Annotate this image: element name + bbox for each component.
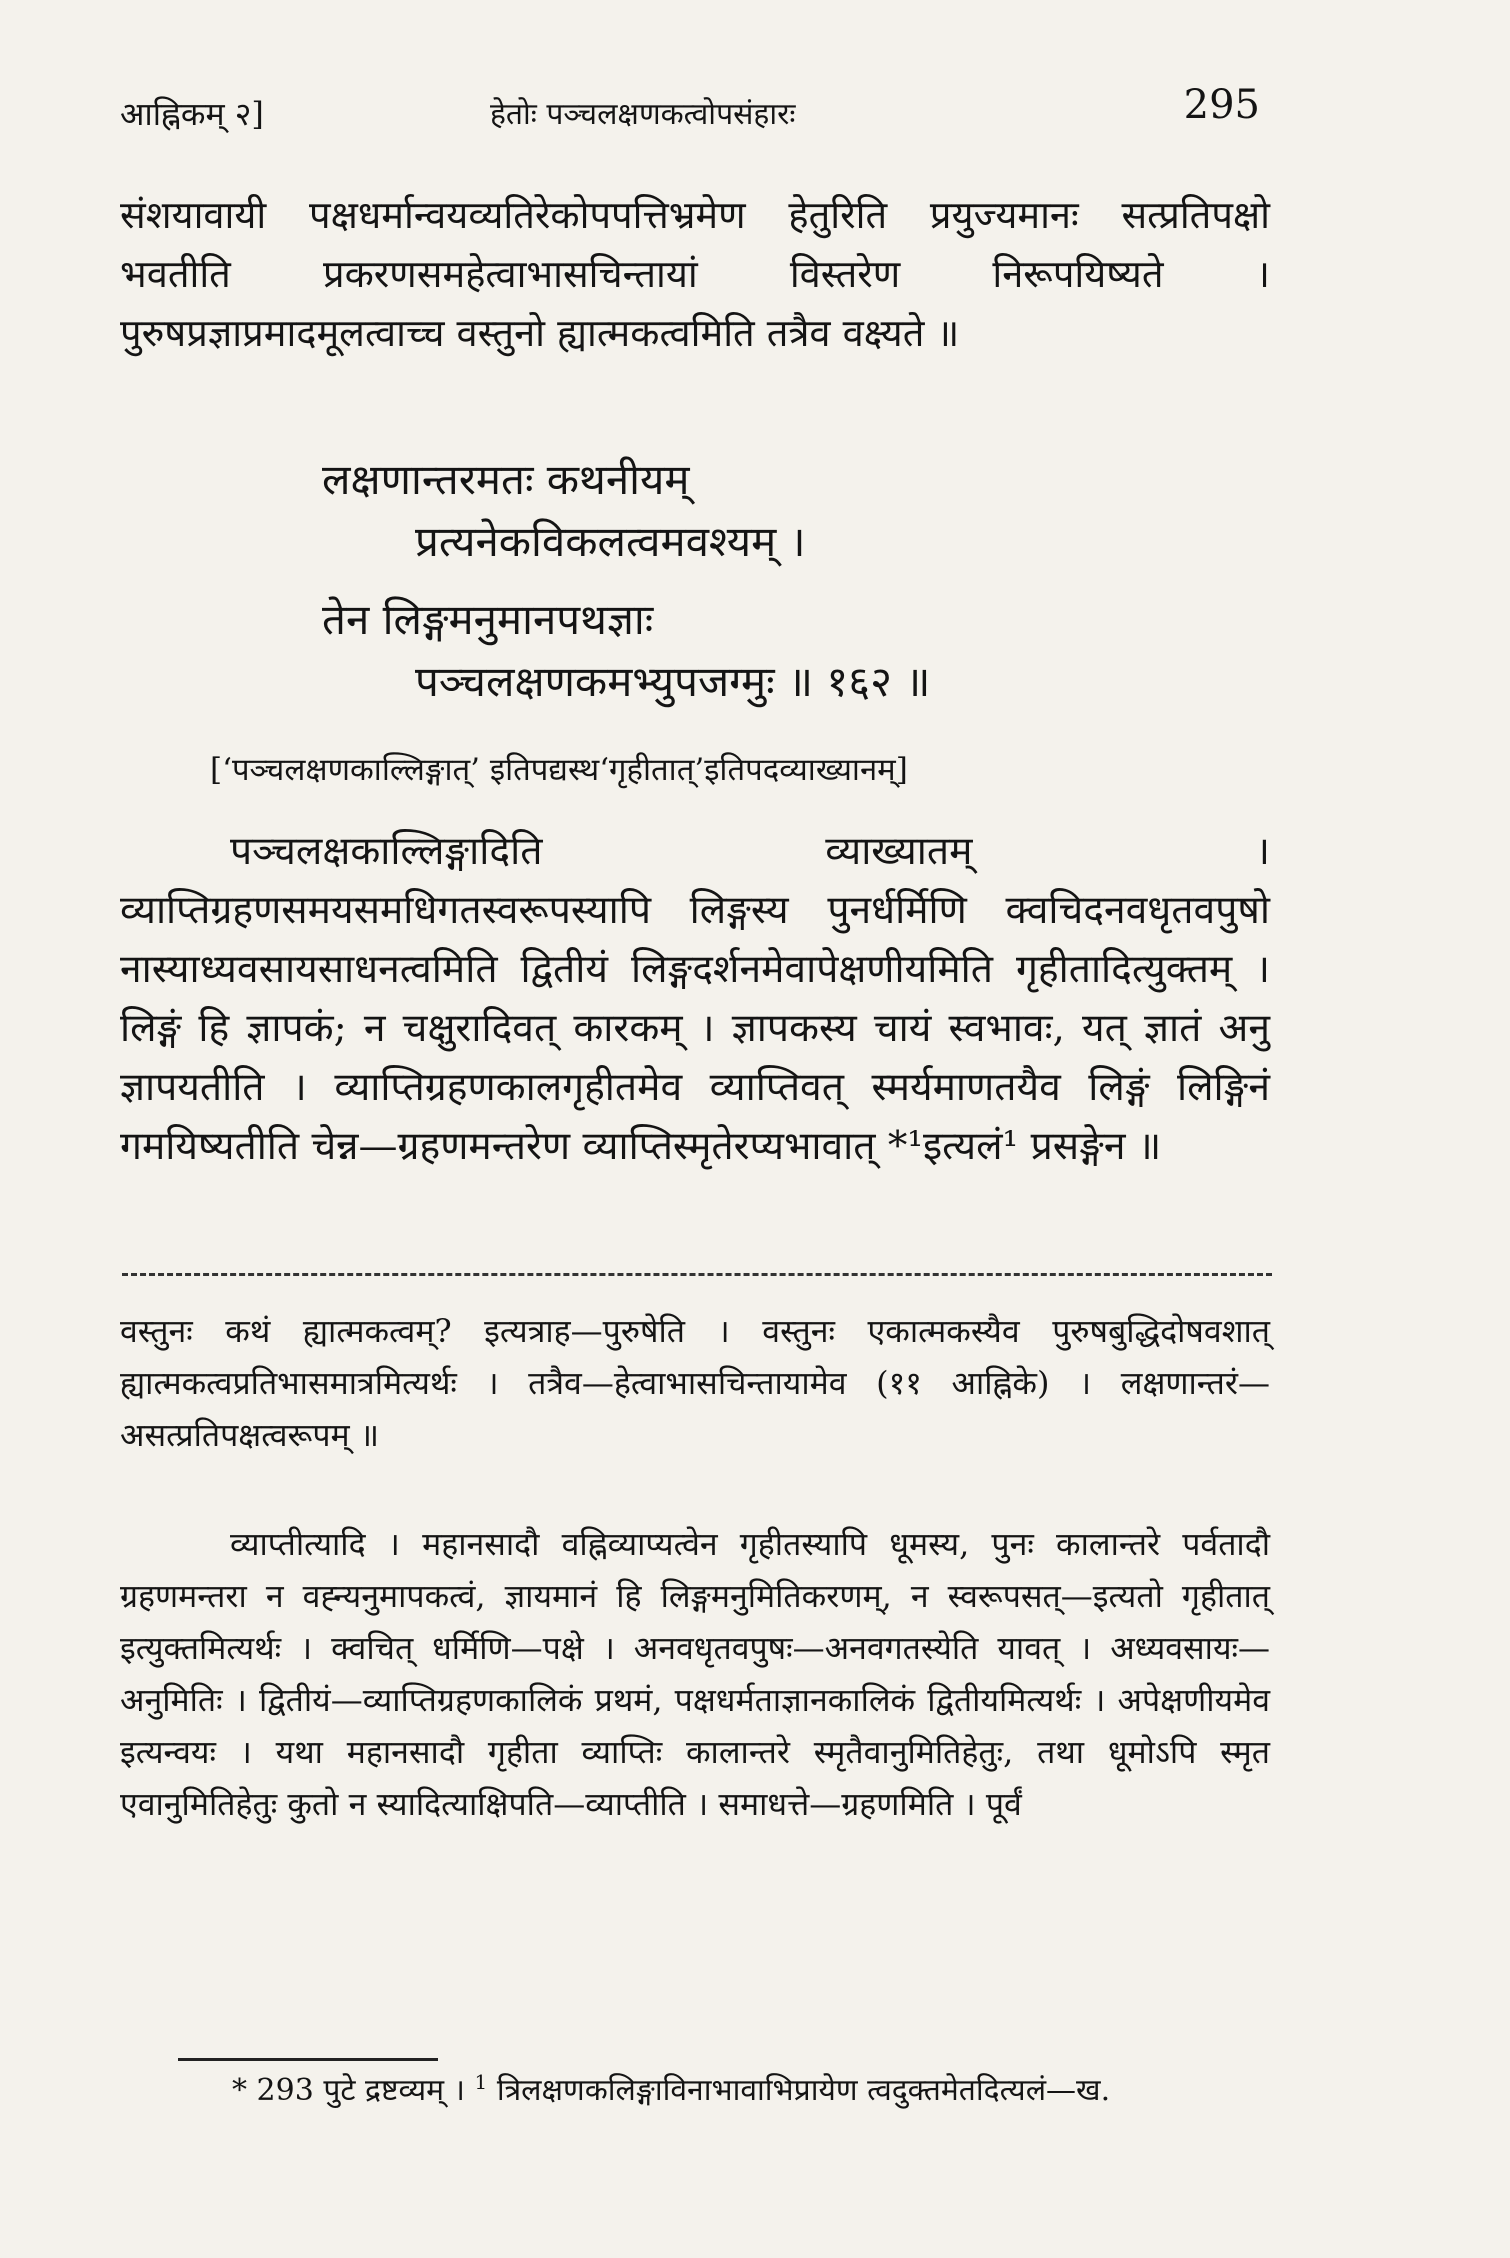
verse-line-2: प्रत्यनेकविकलत्वमवश्यम् । [415,517,806,566]
bracketed-section-heading: [‘पञ्चलक्षणकाल्लिङ्गात्’ इतिपद्यस्थ‘गृहीतात्’इतिपदव्याख्यानम्] [210,752,908,788]
main-paragraph-1: संशयावायी पक्षधर्मान्वयव्यतिरेकोपपत्तिभ्रमेण हेतुरिति प्रयुज्यमानः सत्प्रतिपक्षो भवतीति प्रकरणसमहेत्वाभासचिन्तायां विस्तरेण निरूपयिष्यते । पुरुषप्रज्ञाप्रमादमूलत्वाच्च वस्तुनो ह्यात्मकत्वमिति तत्रैव वक्ष्यते ॥ [120,193,1270,355]
footnote-star: * [232,2073,247,2108]
chapter-label: आह्निकम् २] [120,95,264,133]
footnote-text: त्रिलक्षणकलिङ्गाविनाभावाभिप्रायेण त्वदुक्तमेतदित्यलं—ख. [496,2073,1111,2108]
footnote [232,2068,1110,2109]
main-paragraph-2: पञ्चलक्षकाल्लिङ्गादिति व्याख्यातम् । व्याप्तिग्रहणसमयसमधिगतस्वरूपस्यापि लिङ्गस्य पुनर्धर्मिणि क्वचिदनवधृतवपुषो नास्याध्यवसायसाधनत्वमिति द्वितीयं लिङ्गदर्शनमेवापेक्षणीयमिति गृहीतादित्युक्तम् । लिङ्गं हि ज्ञापकं; न चक्षुरादिवत् कारकम् । ज्ञापकस्य चायं स्वभावः, यत् ज्ञातं अनु ज्ञापयतीति । व्याप्तिग्रहणकालगृहीतमेव व्याप्तिवत् स्मर्यमाणतयैव लिङ्गं लिङ्गिनं गमयिष्यतीति चेन्न—ग्रहणमन्तरेण व्याप्तिस्मृतेरप्यभावात् *¹इत्यलं¹ प्रसङ्गेन ॥ [120,829,1270,1169]
footnote-rule [178,2058,438,2061]
running-header [120,82,1260,142]
footnote-star-text: 293 पुटे द्रष्टव्यम् । [256,2073,465,2108]
verse-line-4: पञ्चलक्षणकमभ्युपजग्मुः ॥ १६२ ॥ [415,657,931,706]
verse-line-1: लक्षणान्तरमतः कथनीयम् [322,455,690,504]
commentary-paragraph-1: वस्तुनः कथं ह्यात्मकत्वम्? इत्यत्राह—पुरुषेति । वस्तुनः एकात्मकस्यैव पुरुषबुद्धिदोषवशात् ह्यात्मकत्वप्रतिभासमात्रमित्यर्थः । तत्रैव—हेत्वाभासचिन्तायामेव (११ आह्निके) । लक्षणान्तरं—असत्प्रतिपक्षत्वरूपम् ॥ [120,1312,1270,1454]
footnote-marker: 1 [474,2070,488,2094]
commentary-separator [122,1273,1272,1276]
commentary-paragraph-2: व्याप्तीत्यादि । महानसादौ वह्निव्याप्यत्वेन गृहीतस्यापि धूमस्य, पुनः कालान्तरे पर्वतादौ ग्रहणमन्तरा न वह्न्यनुमापकत्वं, ज्ञायमानं हि लिङ्गमनुमितिकरणम्, न स्वरूपसत्—इत्यतो गृहीतात् इत्युक्तमित्यर्थः । क्वचित् धर्मिणि—पक्षे । अनवधृतवपुषः—अनवगतस्येति यावत् । अध्यवसायः—अनुमितिः । द्वितीयं—व्याप्तिग्रहणकालिकं प्रथमं, पक्षधर्मताज्ञानकालिकं द्वितीयमित्यर्थः । अपेक्षणीयमेव इत्यन्वयः । यथा महानसादौ गृहीता व्याप्तिः कालान्तरे स्मृतैवानुमितिहेतुः, तथा धूमोऽपि स्मृत एवानुमितिहेतुः कुतो न स्यादित्याक्षिपति—व्याप्तीति । समाधत्ते—ग्रहणमिति । पूर्वं [120,1525,1270,1823]
section-title: हेतोः पञ्चलक्षणकत्वोपसंहारः [490,97,796,132]
verse-line-3: तेन लिङ्गमनुमानपथज्ञाः [322,595,654,644]
page-number: 295 [1183,82,1260,128]
